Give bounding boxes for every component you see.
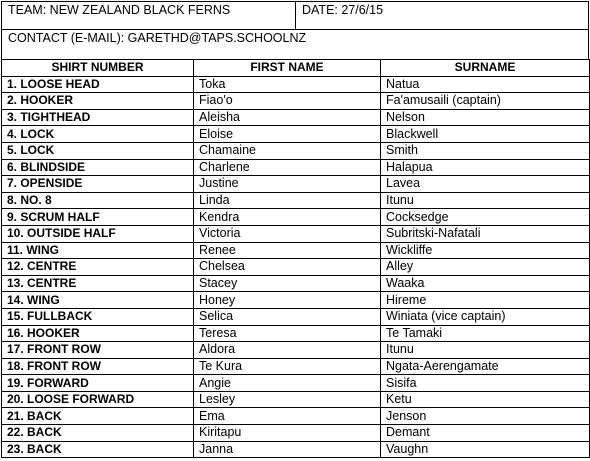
team-sheet — [1, 1, 589, 458]
shirt-number-cell: 11. WING — [2, 242, 194, 259]
surname-cell: Subritski-Nafatali — [381, 225, 590, 242]
surname-cell: Wickliffe — [381, 242, 590, 259]
shirt-number-cell: 15. FULLBACK — [2, 308, 194, 325]
first-name-cell: Teresa — [194, 325, 381, 342]
surname-cell: Jenson — [381, 408, 590, 425]
table-row — [2, 259, 590, 276]
surname-cell: Cocksedge — [381, 209, 590, 226]
surname-cell: Itunu — [381, 342, 590, 359]
header-row — [1, 1, 589, 29]
date-label: DATE: 27/6/15 — [302, 3, 384, 17]
roster-table — [1, 59, 590, 458]
contact-label: CONTACT (E-MAIL): GARETHD@TAPS.SCHOOLNZ — [1, 29, 589, 59]
first-name-cell: Stacey — [194, 275, 381, 292]
surname-cell: Sisifa — [381, 375, 590, 392]
table-row — [2, 308, 590, 325]
surname-cell: Vaughn — [381, 441, 590, 458]
first-name-cell: Honey — [194, 292, 381, 309]
table-row — [2, 126, 590, 143]
shirt-number-cell: 12. CENTRE — [2, 259, 194, 276]
table-row — [2, 192, 590, 209]
table-row — [2, 325, 590, 342]
first-name-cell: Justine — [194, 176, 381, 193]
surname-cell: Lavea — [381, 176, 590, 193]
first-name-cell: Renee — [194, 242, 381, 259]
first-name-cell: Chelsea — [194, 259, 381, 276]
surname-cell: Ketu — [381, 391, 590, 408]
shirt-number-cell: 10. OUTSIDE HALF — [2, 225, 194, 242]
shirt-number-cell: 14. WING — [2, 292, 194, 309]
table-row — [2, 391, 590, 408]
table-row — [2, 142, 590, 159]
shirt-number-cell: 19. FORWARD — [2, 375, 194, 392]
first-name-cell: Linda — [194, 192, 381, 209]
first-name-cell: Aldora — [194, 342, 381, 359]
surname-cell: Hireme — [381, 292, 590, 309]
table-row — [2, 76, 590, 93]
first-name-cell: Chamaine — [194, 142, 381, 159]
first-name-cell: Aleisha — [194, 109, 381, 126]
shirt-number-cell: 21. BACK — [2, 408, 194, 425]
shirt-number-cell: 16. HOOKER — [2, 325, 194, 342]
shirt-number-cell: 1. LOOSE HEAD — [2, 76, 194, 93]
column-header-surname: SURNAME — [381, 60, 590, 77]
table-header-row — [2, 60, 590, 77]
shirt-number-cell: 5. LOCK — [2, 142, 194, 159]
table-row — [2, 176, 590, 193]
surname-cell: Demant — [381, 425, 590, 442]
first-name-cell: Selica — [194, 308, 381, 325]
surname-cell: Natua — [381, 76, 590, 93]
table-row — [2, 358, 590, 375]
shirt-number-cell: 2. HOOKER — [2, 93, 194, 110]
surname-cell: Winiata (vice captain) — [381, 308, 590, 325]
table-row — [2, 109, 590, 126]
surname-cell: Fa'amusaili (captain) — [381, 93, 590, 110]
surname-cell: Ngata-Aerengamate — [381, 358, 590, 375]
roster-body — [2, 76, 590, 458]
shirt-number-cell: 6. BLINDSIDE — [2, 159, 194, 176]
first-name-cell: Eloise — [194, 126, 381, 143]
shirt-number-cell: 17. FRONT ROW — [2, 342, 194, 359]
surname-cell: Itunu — [381, 192, 590, 209]
first-name-cell: Lesley — [194, 391, 381, 408]
table-row — [2, 93, 590, 110]
first-name-cell: Charlene — [194, 159, 381, 176]
surname-cell: Blackwell — [381, 126, 590, 143]
shirt-number-cell: 13. CENTRE — [2, 275, 194, 292]
surname-cell: Te Tamaki — [381, 325, 590, 342]
first-name-cell: Ema — [194, 408, 381, 425]
shirt-number-cell: 9. SCRUM HALF — [2, 209, 194, 226]
table-row — [2, 342, 590, 359]
table-row — [2, 159, 590, 176]
surname-cell: Smith — [381, 142, 590, 159]
first-name-cell: Victoria — [194, 225, 381, 242]
surname-cell: Alley — [381, 259, 590, 276]
column-header-shirt-number: SHIRT NUMBER — [2, 60, 194, 77]
shirt-number-cell: 23. BACK — [2, 441, 194, 458]
shirt-number-cell: 18. FRONT ROW — [2, 358, 194, 375]
table-row — [2, 242, 590, 259]
column-header-first-name: FIRST NAME — [194, 60, 381, 77]
table-row — [2, 408, 590, 425]
shirt-number-cell: 22. BACK — [2, 425, 194, 442]
shirt-number-cell: 3. TIGHTHEAD — [2, 109, 194, 126]
first-name-cell: Kendra — [194, 209, 381, 226]
shirt-number-cell: 20. LOOSE FORWARD — [2, 391, 194, 408]
first-name-cell: Te Kura — [194, 358, 381, 375]
table-row — [2, 425, 590, 442]
shirt-number-cell: 4. LOCK — [2, 126, 194, 143]
shirt-number-cell: 8. NO. 8 — [2, 192, 194, 209]
table-row — [2, 209, 590, 226]
team-label: TEAM: NEW ZEALAND BLACK FERNS — [2, 2, 296, 29]
surname-cell: Nelson — [381, 109, 590, 126]
table-row — [2, 375, 590, 392]
surname-cell: Waaka — [381, 275, 590, 292]
first-name-cell: Fiao'o — [194, 93, 381, 110]
first-name-cell: Kiritapu — [194, 425, 381, 442]
first-name-cell: Janna — [194, 441, 381, 458]
first-name-cell: Toka — [194, 76, 381, 93]
first-name-cell: Angie — [194, 375, 381, 392]
shirt-number-cell: 7. OPENSIDE — [2, 176, 194, 193]
table-row — [2, 292, 590, 309]
table-row — [2, 225, 590, 242]
surname-cell: Halapua — [381, 159, 590, 176]
table-row — [2, 441, 590, 458]
table-row — [2, 275, 590, 292]
